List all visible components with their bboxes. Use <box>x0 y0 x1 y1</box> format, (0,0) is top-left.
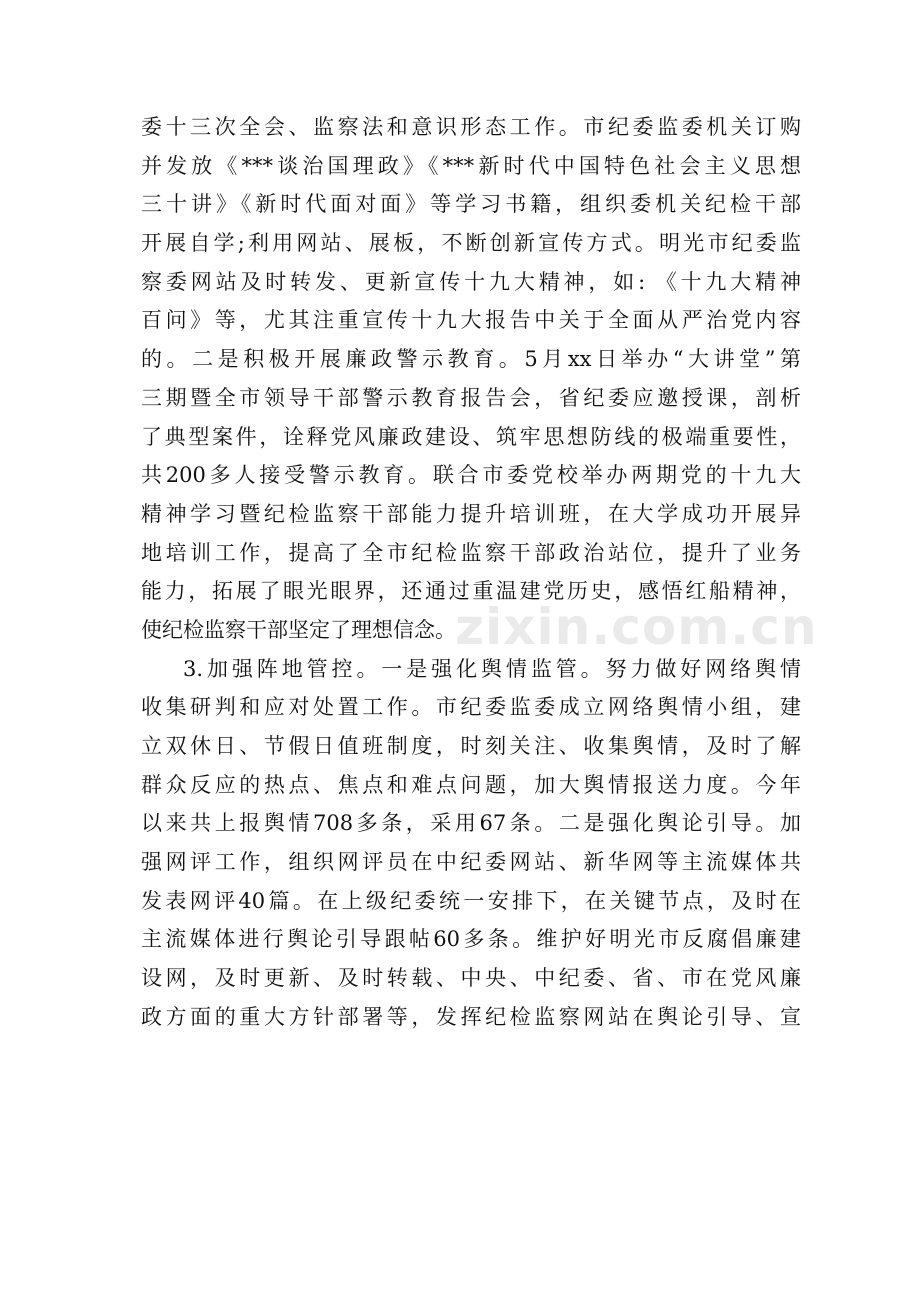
paragraph-end-line: 使纪检监察干部坚定了理想信念。 <box>141 617 456 642</box>
text-line: 强网评工作，组织网评员在中纪委网站、新华网等主流媒体共 <box>141 850 801 875</box>
section-heading-line: 3.加强阵地管控。一是强化舆情监管。努力做好网络舆情 <box>183 656 801 681</box>
text-line: 设网，及时更新、及时转载、中央、中纪委、省、市在党风廉 <box>141 966 801 991</box>
text-line: 百问》等，尤其注重宣传十九大报告中关于全面从严治党内容 <box>141 308 801 333</box>
text-line: 了典型案件，诠释党风廉政建设、筑牢思想防线的极端重要性， <box>141 424 801 449</box>
text-line: 主流媒体进行舆论引导跟帖60多条。维护好明光市反腐倡廉建 <box>141 927 801 952</box>
text-line: 收集研判和应对处置工作。市纪委监委成立网络舆情小组，建 <box>141 695 801 720</box>
text-line: 精神学习暨纪检监察干部能力提升培训班，在大学成功开展异 <box>141 501 801 526</box>
text-line: 三十讲》《新时代面对面》等学习书籍，组织委机关纪检干部 <box>141 192 801 217</box>
text-line: 以来共上报舆情708多条，采用67条。二是强化舆论引导。加 <box>141 811 801 836</box>
document-body <box>141 108 801 1037</box>
watermark: zixin.com.cn <box>455 598 818 656</box>
text-line: 察委网站及时转发、更新宣传十九大精神，如: 《十九大精神 <box>141 269 801 294</box>
text-line: 委十三次全会、监察法和意识形态工作。市纪委监委机关订购 <box>141 115 801 139</box>
text-line: 立双休日、节假日值班制度，时刻关注、收集舆情，及时了解 <box>141 734 801 758</box>
text-line: 三期暨全市领导干部警示教育报告会，省纪委应邀授课，剖析 <box>141 385 801 410</box>
text-line: 的。二是积极开展廉政警示教育。5月xx日举办“大讲堂”第 <box>141 347 801 372</box>
text-line: 政方面的重大方针部署等，发挥纪检监察网站在舆论引导、宣 <box>141 1004 801 1029</box>
text-line: 开展自学;利用网站、展板，不断创新宣传方式。明光市纪委监 <box>141 231 801 256</box>
text-line: 共200多人接受警示教育。联合市委党校举办两期党的十九大 <box>141 463 801 488</box>
text-line: 地培训工作，提高了全市纪检监察干部政治站位，提升了业务 <box>141 540 801 565</box>
text-line: 并发放《***谈治国理政》《***新时代中国特色社会主义思想 <box>141 153 801 178</box>
text-line: 群众反应的热点、焦点和难点问题，加大舆情报送力度。今年 <box>141 772 801 797</box>
text-line: 能力，拓展了眼光眼界，还通过重温建党历史，感悟红船精神， <box>141 579 801 604</box>
text-line: 发表网评40篇。在上级纪委统一安排下，在关键节点，及时在 <box>141 888 801 913</box>
